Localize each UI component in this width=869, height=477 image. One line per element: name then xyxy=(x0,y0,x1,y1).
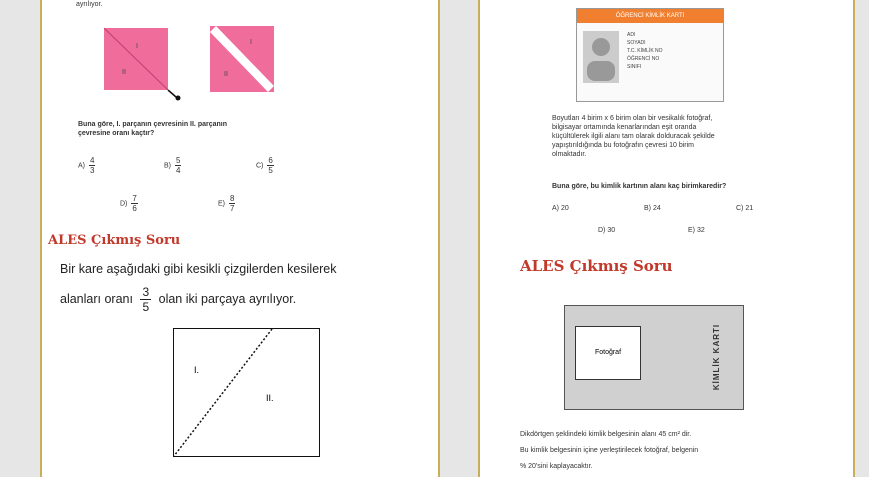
option-d: D) $\frac{7}{6}$ xyxy=(120,194,137,213)
top-text: ayrılıyor. xyxy=(76,1,103,8)
ratio-fraction: $\frac{3}{5}$ xyxy=(142,285,150,314)
cut-line xyxy=(210,26,274,92)
photo-box: Fotoğraf xyxy=(575,326,641,380)
bottom-line-2: Bu kimlik belgesinin içine yerleştirilecek fotoğraf, belgenin xyxy=(520,447,699,454)
piece-label-1: I xyxy=(136,43,138,50)
piece-label-4: II xyxy=(224,71,228,78)
pink-square-2 xyxy=(210,26,274,92)
id-card xyxy=(576,8,724,102)
problem-line-2: alanları oranı $\frac{3}{5}$ olan iki parçaya ayrılıyor. xyxy=(60,285,297,314)
problem-text: Boyutları 4 birim x 6 birim olan bir vesikalık fotoğraf, bilgisayar ortamında kenarlarından eşit oranda küçültülerek ilgili alanı tam olarak dolduracak şekilde yapıştırıldığında bu fotoğrafın çevresi 10 birim olmaktadır. xyxy=(552,115,715,158)
question-line-1: Buna göre, I. parçanın çevresinin II. parçanın xyxy=(78,121,227,128)
person-icon xyxy=(583,31,619,83)
section-title-right: ALES Çıkmış Soru xyxy=(520,257,673,275)
piece-label-3: I xyxy=(250,39,252,46)
problem-line-1: Bir kare aşağıdaki gibi kesikli çizgilerden kesilerek xyxy=(60,262,337,276)
option-d-right: D) 30 xyxy=(598,227,616,234)
square-diagram xyxy=(173,328,320,457)
card-vertical-label: KİMLİK KARTI xyxy=(712,323,721,391)
option-a: A) $\frac{4}{3}$ xyxy=(78,156,95,175)
card-title: ÖĞRENCİ KİMLİK KARTI xyxy=(577,9,723,23)
option-c: C) $\frac{6}{5}$ xyxy=(256,156,273,175)
card-fields: ADI SOYADI T.C. KİMLİK NO ÖĞRENCİ NO SINIFI xyxy=(627,32,663,70)
option-e-right: E) 32 xyxy=(688,227,705,234)
option-a-right: A) 20 xyxy=(552,205,569,212)
section-title: ALES Çıkmış Soru xyxy=(48,233,181,248)
piece-label-2: II xyxy=(122,69,126,76)
diagonal-line xyxy=(104,28,168,90)
scissors-icon xyxy=(166,88,182,102)
question: Buna göre, bu kimlik kartının alanı kaç birimkaredir? xyxy=(552,183,727,190)
region-label-2: II. xyxy=(266,393,274,403)
question-line-2: çevresine oranı kaçtır? xyxy=(78,130,155,137)
option-e: E) $\frac{8}{7}$ xyxy=(218,194,235,213)
right-page xyxy=(478,0,855,477)
bottom-line-1: Dikdörtgen şeklindeki kimlik belgesinin alanı 45 cm² dir. xyxy=(520,431,692,438)
option-b: B) $\frac{5}{4}$ xyxy=(164,156,181,175)
dashed-cut xyxy=(174,329,319,456)
card-diagram xyxy=(564,305,744,410)
photo-placeholder-icon xyxy=(583,31,619,83)
region-label-1: I. xyxy=(194,365,200,375)
option-c-right: C) 21 xyxy=(736,205,754,212)
left-page xyxy=(40,0,440,477)
bottom-line-3: % 20'sini kaplayacaktır. xyxy=(520,463,593,470)
pink-square-1 xyxy=(104,28,168,90)
option-b-right: B) 24 xyxy=(644,205,661,212)
